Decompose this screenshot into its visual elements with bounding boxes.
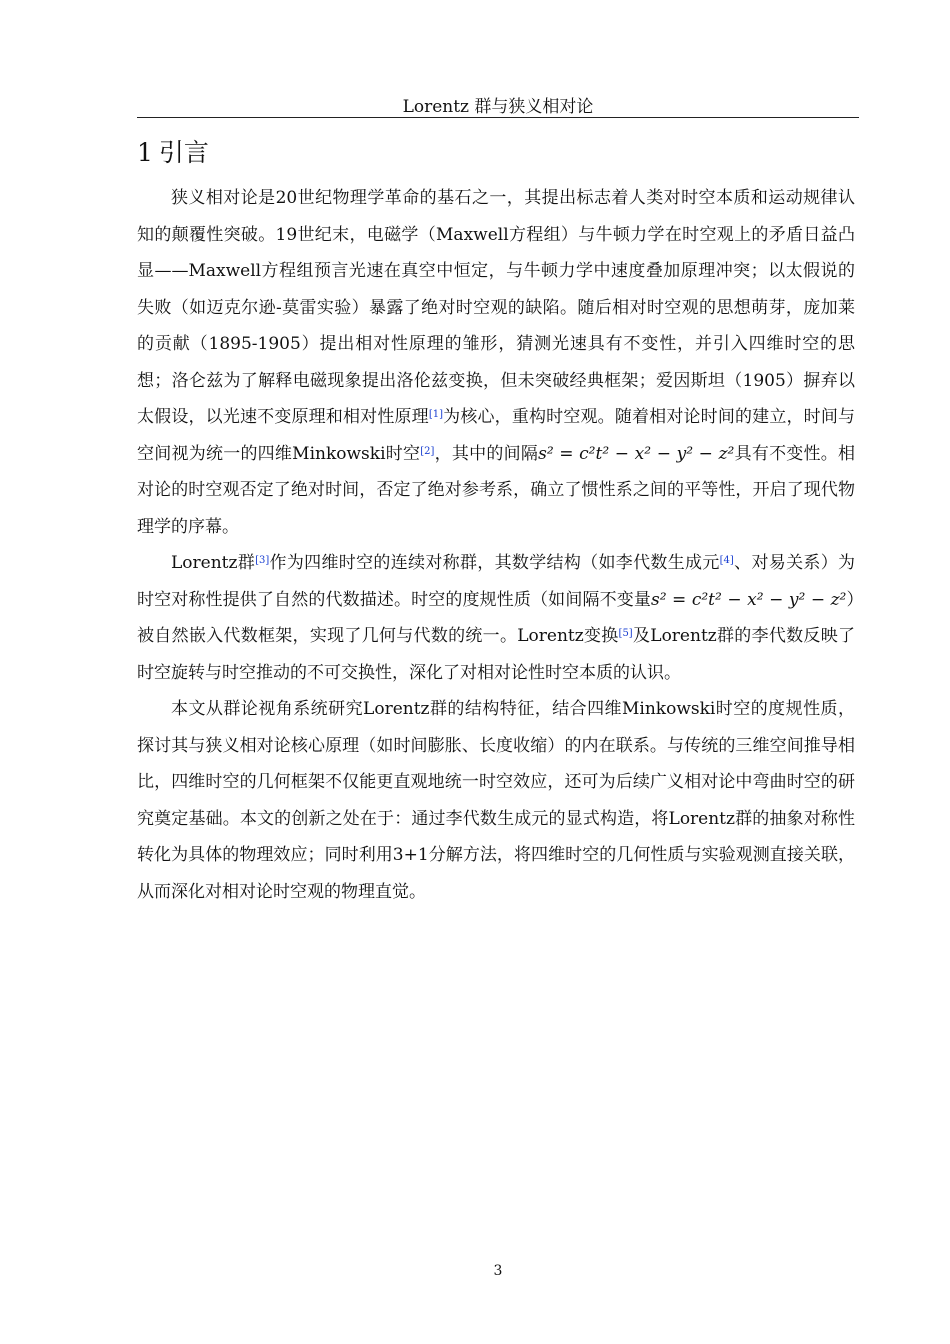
paragraph-1: [137, 180, 855, 545]
text-run: ，其中的间隔: [434, 443, 539, 464]
citation-1[interactable]: [1]: [428, 409, 444, 420]
text-run: 为核心，重构时空观。随着相对论时间的建立，时间与空间视为统一的四维Minkowski时空: [137, 407, 856, 464]
text-run: 狭义相对论是20世纪物理学革命的基石之一，其提出标志着人类对时空本质和运动规律认知的颠覆性突破。19世纪末，电磁学（Maxwell方程组）与牛顿力学在时空观上的矛盾日益凸显——Maxwell方程组预言光速在真空中恒定，与牛顿力学中速度叠加原理冲突；以太假说的失败（如迈克尔逊-莫雷实验）暴露了绝对时空观的缺陷。随后相对时空观的思想萌芽，庞加莱的贡献（1895-1905）提出相对性原理的雏形，猜测光速具有不变性，并引入四维时空的思想；洛仑兹为了解释电磁现象提出洛伦兹变换，但未突破经典框架；爱因斯坦（1905）摒弃以太假设，以光速不变原理和相对性原理: [137, 188, 855, 427]
header-rule: [137, 117, 859, 118]
text-run: Lorentz群: [171, 553, 256, 573]
text-run: 及Lorentz群的李代数反映了时空旋转与时空推动的不可交换性，深化了对相对论性时空本质的认识。: [137, 626, 856, 683]
body-text: [137, 180, 855, 910]
page-number: 3: [493, 1263, 503, 1279]
interval-formula: s² = c²t² − x² − y² − z²: [538, 443, 735, 464]
text-run: 、对易关系）为时空对称性提供了自然的代数描述。时空的度规性质（如间隔不变量: [137, 553, 856, 610]
citation-2[interactable]: [2]: [420, 445, 435, 457]
text-run: 具有不变性。相对论的时空观否定了绝对时间，否定了绝对参考系，确立了惯性系之间的平等性，开启了现代物理学的序幕。: [137, 443, 856, 537]
section-heading: [137, 137, 209, 169]
section-number: 1: [137, 138, 153, 167]
running-header: Lorentz 群与狭义相对论: [402, 97, 594, 117]
citation-3[interactable]: [3]: [255, 555, 270, 566]
citation-5[interactable]: [5]: [618, 628, 633, 639]
paragraph-3: 本文从群论视角系统研究Lorentz群的结构特征，结合四维Minkowski时空的度规性质，探讨其与狭义相对论核心原理（如时间膨胀、长度收缩）的内在联系。与传统的三维空间推导相比，四维时空的几何框架不仅能更直观地统一时空效应，还可为后续广义相对论中弯曲时空的研究奠定基础。本文的创新之处在于：通过李代数生成元的显式构造，将Lorentz群的抽象对称性转化为具体的物理效应；同时利用3+1分解方法，将四维时空的几何性质与实验观测直接关联，从而深化对相对论时空观的物理直觉。: [137, 699, 855, 902]
interval-invariant-formula: s² = c²t² − x² − y² − z²: [650, 589, 847, 610]
section-title: 引言: [158, 138, 209, 167]
citation-4[interactable]: [4]: [719, 555, 734, 566]
paragraph-2: [137, 545, 855, 691]
text-run: ）被自然嵌入代数框架，实现了几何与代数的统一。Lorentz变换: [137, 589, 856, 646]
text-run: 作为四维时空的连续对称群，其数学结构（如李代数生成元: [269, 553, 720, 573]
